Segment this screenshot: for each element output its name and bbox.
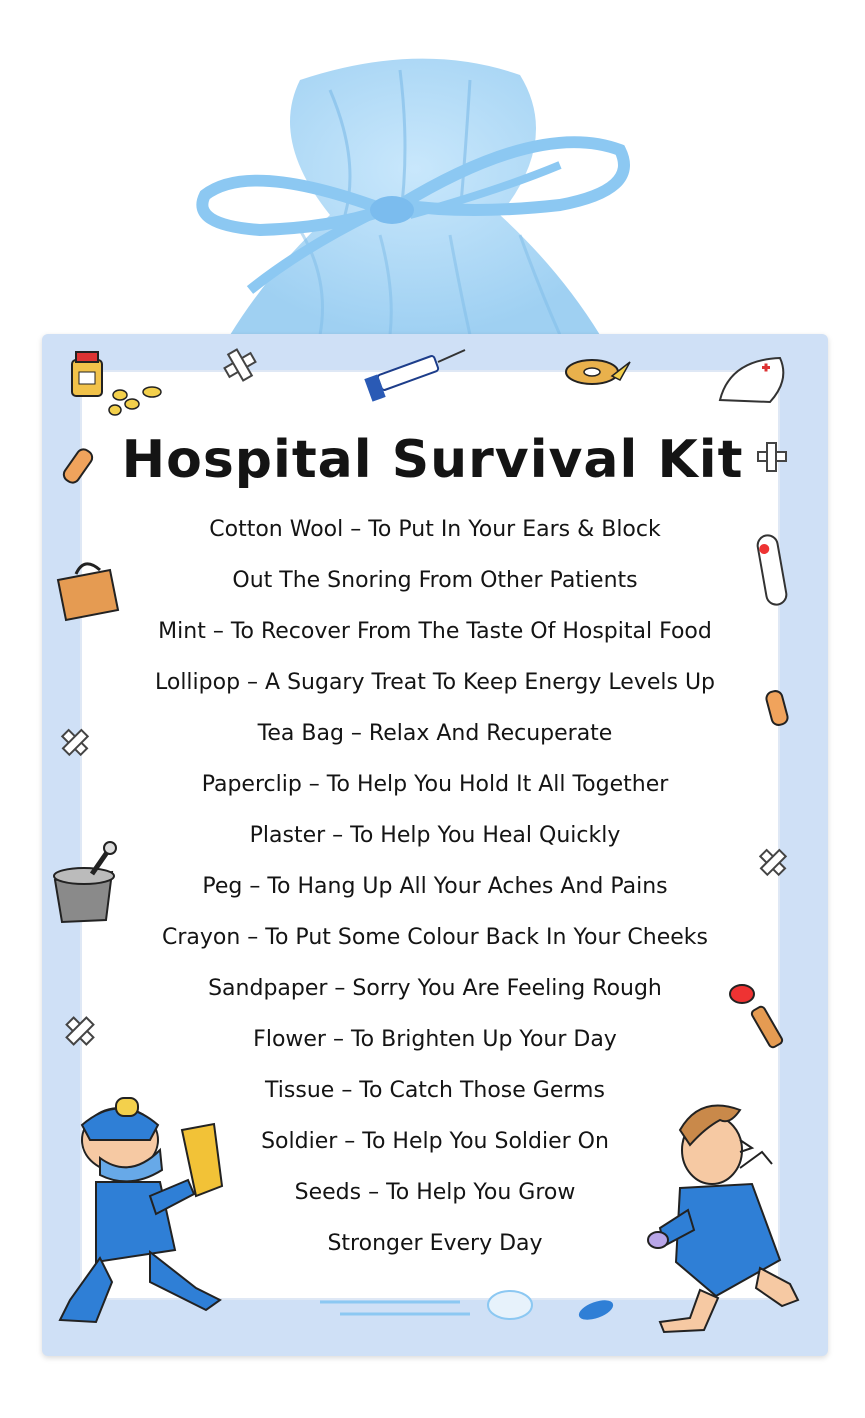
- cross-plaster-icon: [225, 350, 256, 381]
- list-item: Tea Bag – Relax And Recuperate: [257, 721, 613, 746]
- list-item: Plaster – To Help You Heal Quickly: [249, 823, 621, 848]
- list-item: Flower – To Brighten Up Your Day: [253, 1027, 617, 1052]
- pill-bottle-icon: [72, 352, 102, 396]
- list-item: Out The Snoring From Other Patients: [232, 568, 638, 593]
- card-title: Hospital Survival Kit: [121, 430, 744, 490]
- list-item: Crayon – To Put Some Colour Back In Your Cheeks: [161, 925, 708, 950]
- list-item: Seeds – To Help You Grow: [294, 1180, 576, 1205]
- list-item: Mint – To Recover From The Taste Of Hospital Food: [158, 619, 712, 644]
- nurse-cap-icon: [720, 358, 783, 402]
- list-item: Soldier – To Help You Soldier On: [261, 1129, 609, 1154]
- list-item: Stronger Every Day: [327, 1231, 543, 1256]
- item-list: [90, 504, 780, 1269]
- list-item: Peg – To Hang Up All Your Aches And Pains: [202, 874, 668, 899]
- syringe-icon: [364, 350, 465, 402]
- list-item: Lollipop – A Sugary Treat To Keep Energy Levels Up: [154, 670, 716, 695]
- list-item: Paperclip – To Help You Hold It All Together: [201, 772, 669, 797]
- list-item: Cotton Wool – To Put In Your Ears & Block: [209, 517, 661, 542]
- list-item: Sandpaper – Sorry You Are Feeling Rough: [208, 976, 662, 1001]
- list-item: Tissue – To Catch Those Germs: [265, 1078, 605, 1103]
- tape-roll-icon: [566, 360, 630, 384]
- pills-icon: [109, 387, 161, 415]
